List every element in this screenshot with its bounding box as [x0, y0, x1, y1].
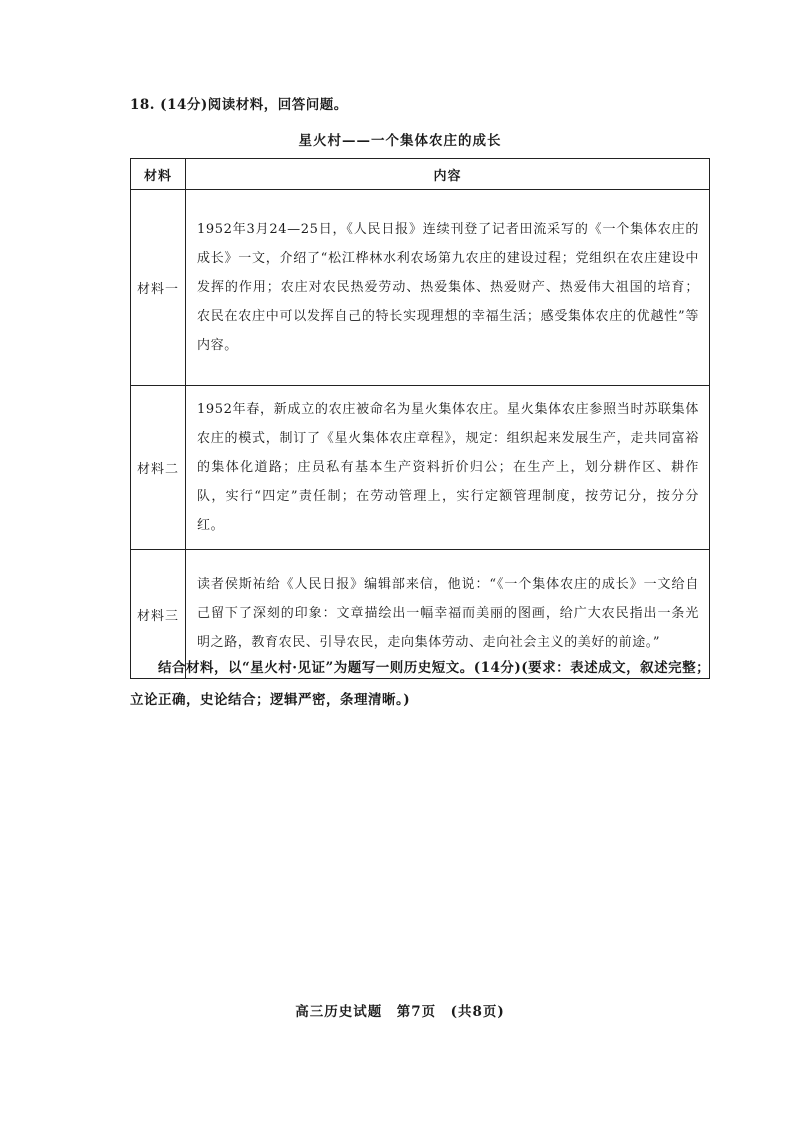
- page-footer: 高三历史试题 第7页 (共8页): [295, 1004, 505, 1020]
- material-label: 材料三: [131, 550, 186, 679]
- materials-table: [130, 158, 710, 679]
- table-header-row: [131, 159, 710, 190]
- table-row: [131, 190, 710, 386]
- material-label: 材料一: [131, 190, 186, 386]
- column-header-material: 材料: [131, 159, 186, 190]
- material-content: 1952年3月24—25日，《人民日报》连续刊登了记者田流采写的《一个集体农庄的成长》一文，介绍了“松江桦林水利农场第九农庄的建设过程；党组织在农庄建设中发挥的作用；农庄对农民热爱劳动、热爱集体、热爱财产、热爱伟大祖国的培育；农民在农庄中可以发挥自己的特长实现理想的幸福生活；感受集体农庄的优越性”等内容。: [186, 190, 710, 386]
- table-title: 星火村——一个集体农庄的成长: [298, 133, 502, 149]
- writing-prompt: 结合材料，以“星火村·见证”为题写一则历史短文。(14分)(要求：表述成文，叙述完整；立论正确，史论结合；逻辑严密，条理清晰。): [130, 660, 711, 708]
- column-header-content: 内容: [186, 159, 710, 190]
- material-label: 材料二: [131, 386, 186, 550]
- table-row: [131, 386, 710, 550]
- material-content: 1952年春，新成立的农庄被命名为星火集体农庄。星火集体农庄参照当时苏联集体农庄的模式，制订了《星火集体农庄章程》，规定：组织起来发展生产，走共同富裕的集体化道路；庄员私有基本生产资料折价归公；在生产上，划分耕作区、耕作队，实行“四定”责任制；在劳动管理上，实行定额管理制度，按劳记分，按分分红。: [186, 386, 710, 550]
- question-header: 18. (14分)阅读材料，回答问题。: [130, 97, 348, 113]
- material-content: 读者侯斯祐给《人民日报》编辑部来信，他说：“《一个集体农庄的成长》一文给自己留下了深刻的印象：文章描绘出一幅幸福而美丽的图画，给广大农民指出一条光明之路，教育农民、引导农民，走向集体劳动、走向社会主义的美好的前途。”: [186, 550, 710, 679]
